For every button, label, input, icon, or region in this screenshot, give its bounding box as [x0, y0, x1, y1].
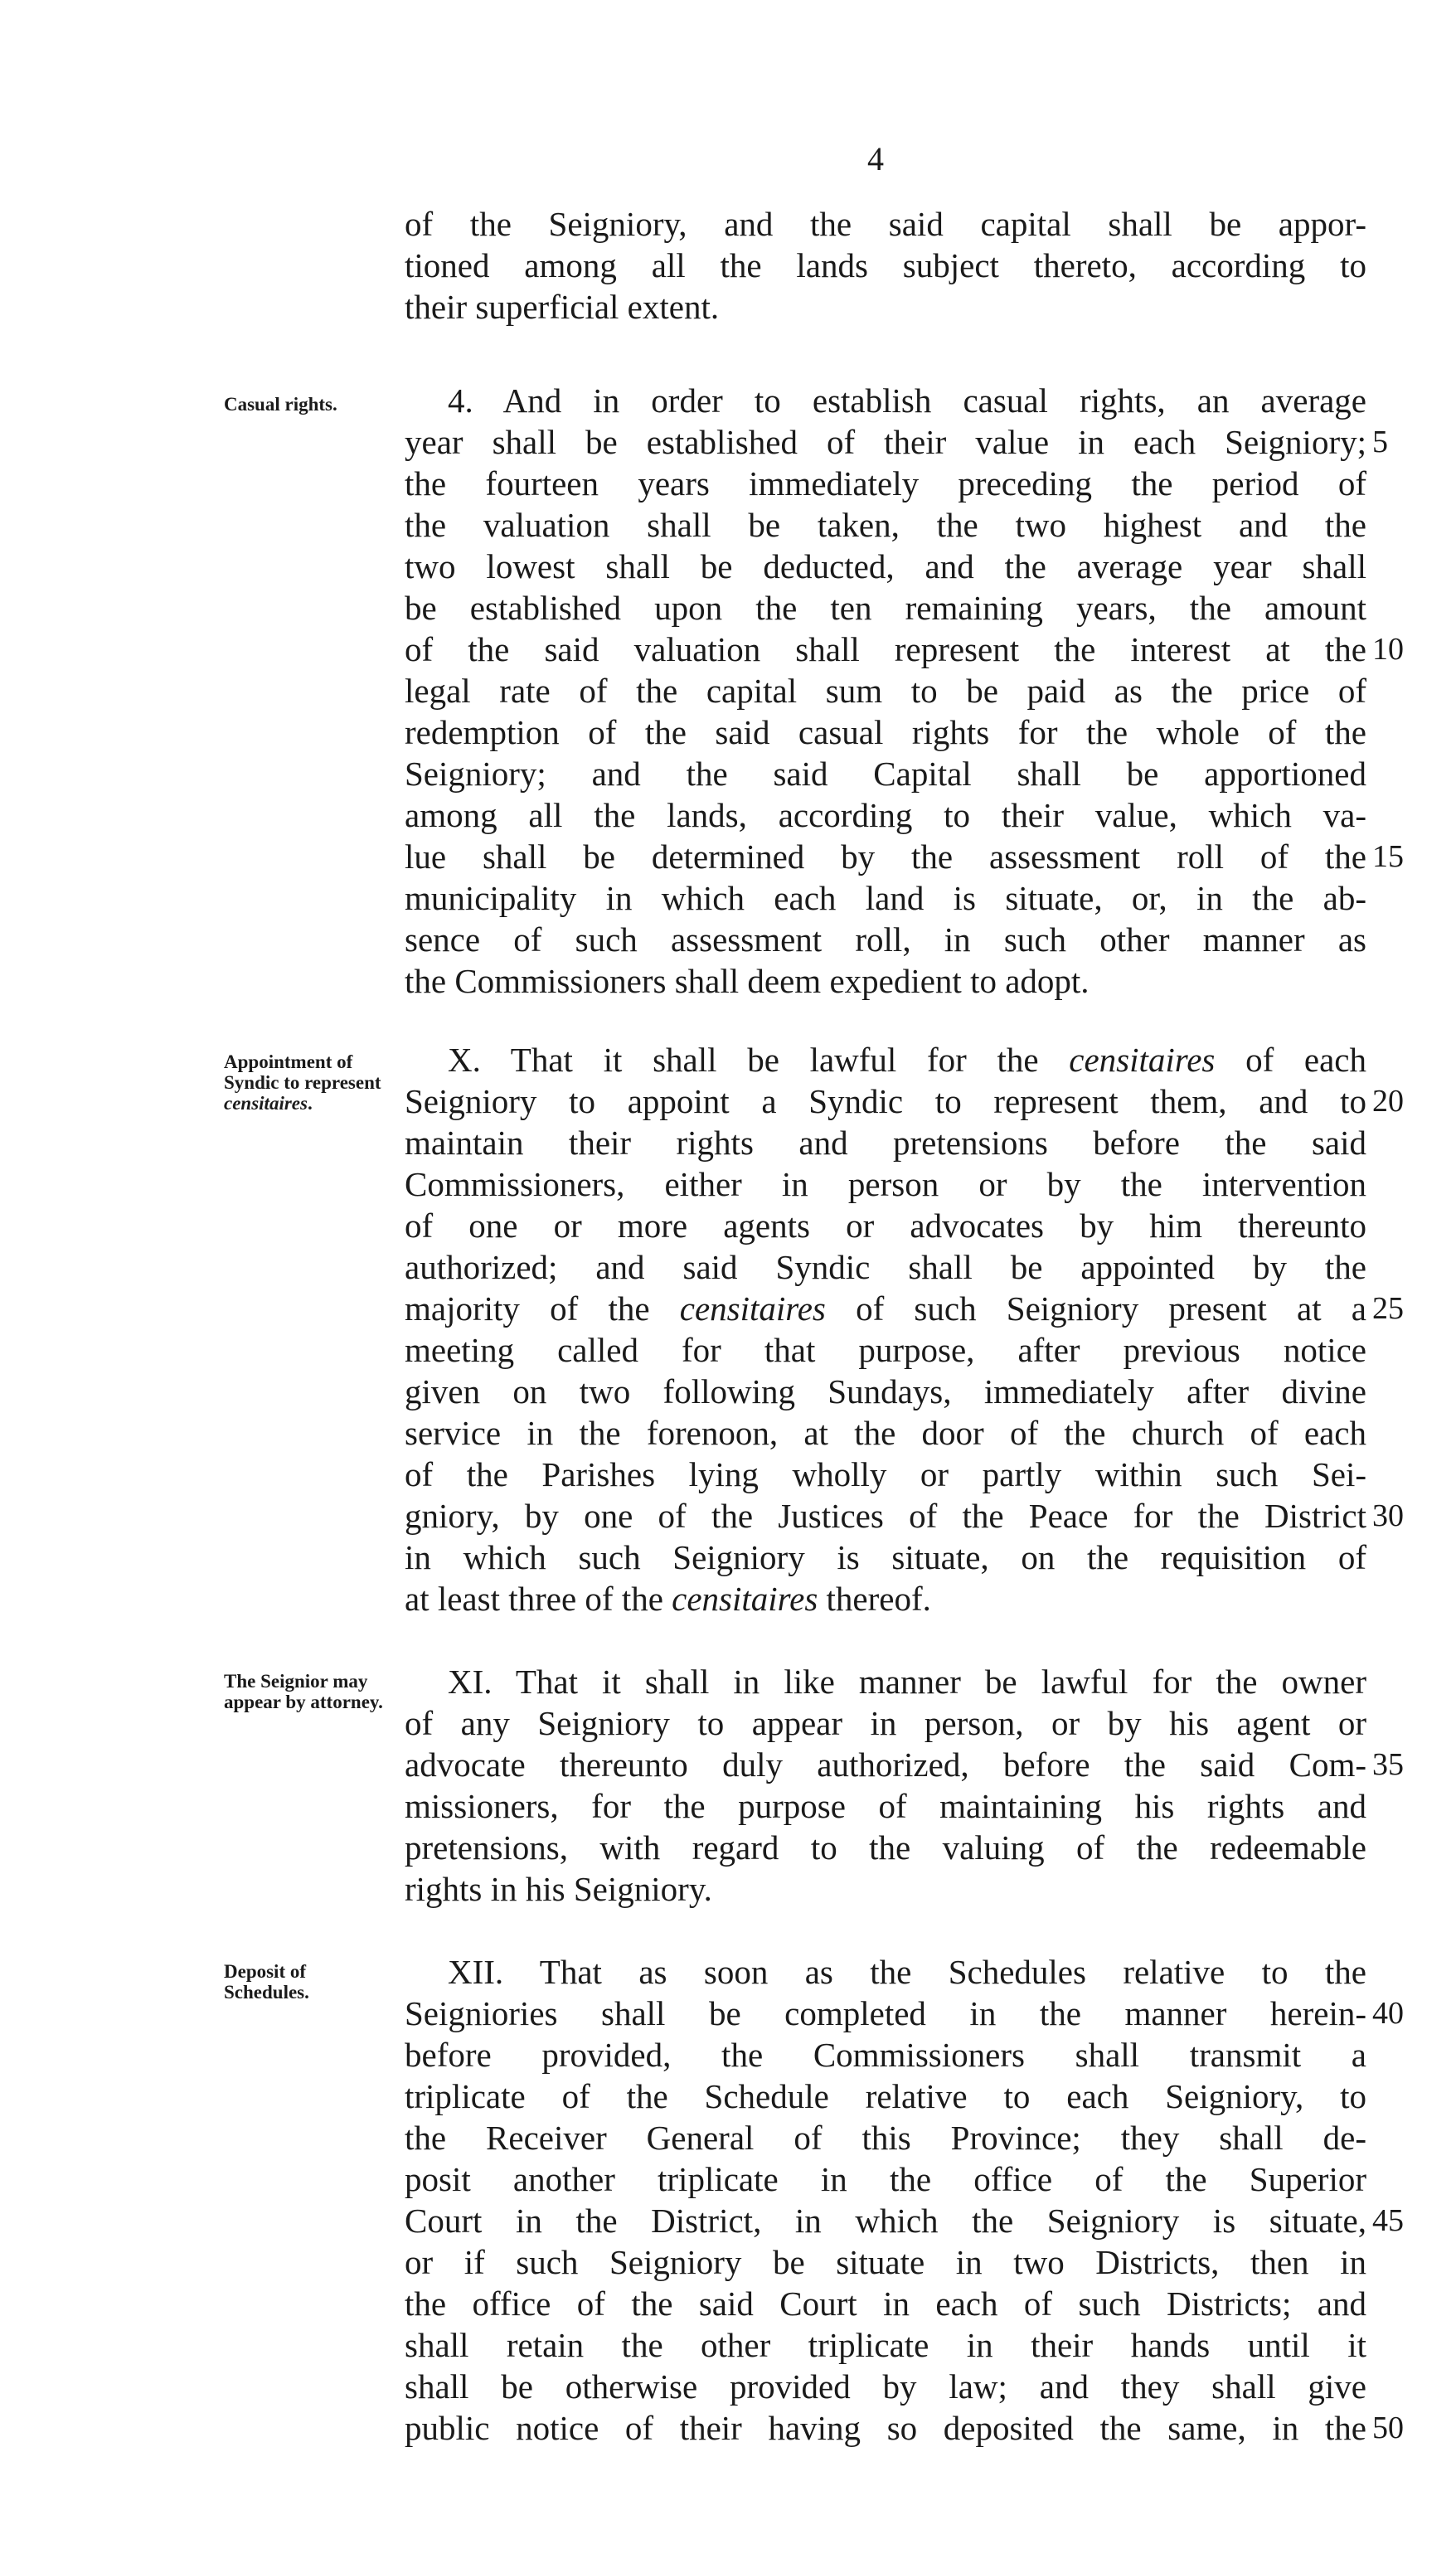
line-number: 25 — [1372, 1291, 1404, 1326]
line-number: 20 — [1372, 1084, 1404, 1119]
text-line: redemption of the said casual rights for the whole of the — [405, 713, 1366, 751]
line-number: 45 — [1372, 2203, 1404, 2238]
margin-note: Casual rights. — [224, 394, 337, 415]
line-number: 30 — [1372, 1498, 1404, 1533]
text-line: the Commissioners shall deem expedient to adopt. — [405, 962, 1090, 1000]
text-line: XI. That it shall in like manner be lawful for the owner — [448, 1663, 1366, 1701]
text-line: Commissioners, either in person or by the intervention — [405, 1165, 1366, 1203]
line-number: 40 — [1372, 1996, 1404, 2031]
text-line: rights in his Seigniory. — [405, 1870, 712, 1908]
text-line: Court in the District, in which the Seigniory is situate, — [405, 2202, 1366, 2240]
text-line: lue shall be determined by the assessment roll of the — [405, 838, 1366, 876]
text-line: municipality in which each land is situate, or, in the ab- — [405, 879, 1366, 917]
text-line: gniory, by one of the Justices of the Peace for the District — [405, 1497, 1366, 1535]
text-line: their superficial extent. — [405, 288, 720, 326]
text-line: maintain their rights and pretensions before the said — [405, 1124, 1366, 1162]
text-line: two lowest shall be deducted, and the average year shall — [405, 547, 1366, 585]
text-line: authorized; and said Syndic shall be appointed by the — [405, 1248, 1366, 1286]
line-number: 10 — [1372, 632, 1404, 667]
text-line: shall be otherwise provided by law; and they shall give — [405, 2367, 1366, 2406]
text-line: majority of the censitaires of such Seigniory present at a — [405, 1289, 1366, 1328]
text-line: the office of the said Court in each of such Districts; and — [405, 2284, 1366, 2323]
text-line: X. That it shall be lawful for the censitaires of each — [448, 1041, 1366, 1079]
text-line: service in the forenoon, at the door of the church of each — [405, 1414, 1366, 1452]
line-number: 15 — [1372, 839, 1404, 874]
page-number: 4 — [867, 140, 884, 177]
line-number: 5 — [1372, 425, 1388, 459]
text-line: missioners, for the purpose of maintaining his rights and — [405, 1787, 1366, 1825]
margin-note: Deposit of Schedules. — [224, 1961, 309, 2003]
text-line: of one or more agents or advocates by him thereunto — [405, 1207, 1366, 1245]
text-line: the valuation shall be taken, the two highest and the — [405, 506, 1366, 544]
text-line: or if such Seigniory be situate in two Districts, then in — [405, 2243, 1366, 2281]
text-line: Seigniory to appoint a Syndic to represent them, and to — [405, 1082, 1366, 1120]
text-line: shall retain the other triplicate in their hands until it — [405, 2326, 1366, 2364]
text-line: triplicate of the Schedule relative to each Seigniory, to — [405, 2077, 1366, 2115]
text-line: of the Parishes lying wholly or partly within such Sei- — [405, 1455, 1366, 1493]
text-line: the Receiver General of this Province; they shall de- — [405, 2119, 1366, 2157]
text-line: legal rate of the capital sum to be paid as the price of — [405, 672, 1366, 710]
text-line: among all the lands, according to their value, which va- — [405, 796, 1366, 834]
text-line: the fourteen years immediately preceding the period of — [405, 464, 1366, 503]
text-line: year shall be established of their value in each Seigniory; — [405, 423, 1366, 461]
text-line: be established upon the ten remaining years, the amount — [405, 589, 1366, 627]
text-line: in which such Seigniory is situate, on the requisition of — [405, 1538, 1366, 1576]
text-line: given on two following Sundays, immediately after divine — [405, 1372, 1366, 1410]
text-line: XII. That as soon as the Schedules relative to the — [448, 1953, 1366, 1991]
text-line: advocate thereunto duly authorized, before the said Com- — [405, 1745, 1366, 1784]
text-line: at least three of the censitaires thereof. — [405, 1580, 931, 1618]
text-line: Seigniories shall be completed in the manner herein- — [405, 1994, 1366, 2032]
text-line: meeting called for that purpose, after previous notice — [405, 1331, 1366, 1369]
text-line: before provided, the Commissioners shall transmit a — [405, 2036, 1366, 2074]
text-line: sence of such assessment roll, in such other manner as — [405, 920, 1366, 959]
margin-note: The Seignior may appear by attorney. — [224, 1671, 383, 1712]
text-line: Seigniory; and the said Capital shall be apportioned — [405, 755, 1366, 793]
line-number: 35 — [1372, 1747, 1404, 1782]
text-line: of any Seigniory to appear in person, or by his agent or — [405, 1704, 1366, 1742]
text-line: 4. And in order to establish casual rights, an average — [448, 381, 1366, 420]
text-line: tioned among all the lands subject thereto, according to — [405, 246, 1366, 284]
text-line: pretensions, with regard to the valuing of the redeemable — [405, 1828, 1366, 1867]
margin-note: Appointment of Syndic to represent censitaires. — [224, 1051, 381, 1114]
text-line: of the said valuation shall represent the interest at the — [405, 630, 1366, 668]
text-line: public notice of their having so deposited the same, in the — [405, 2409, 1366, 2447]
text-line: posit another triplicate in the office of the Superior — [405, 2160, 1366, 2198]
line-number: 50 — [1372, 2411, 1404, 2445]
text-line: of the Seigniory, and the said capital shall be appor- — [405, 205, 1366, 243]
